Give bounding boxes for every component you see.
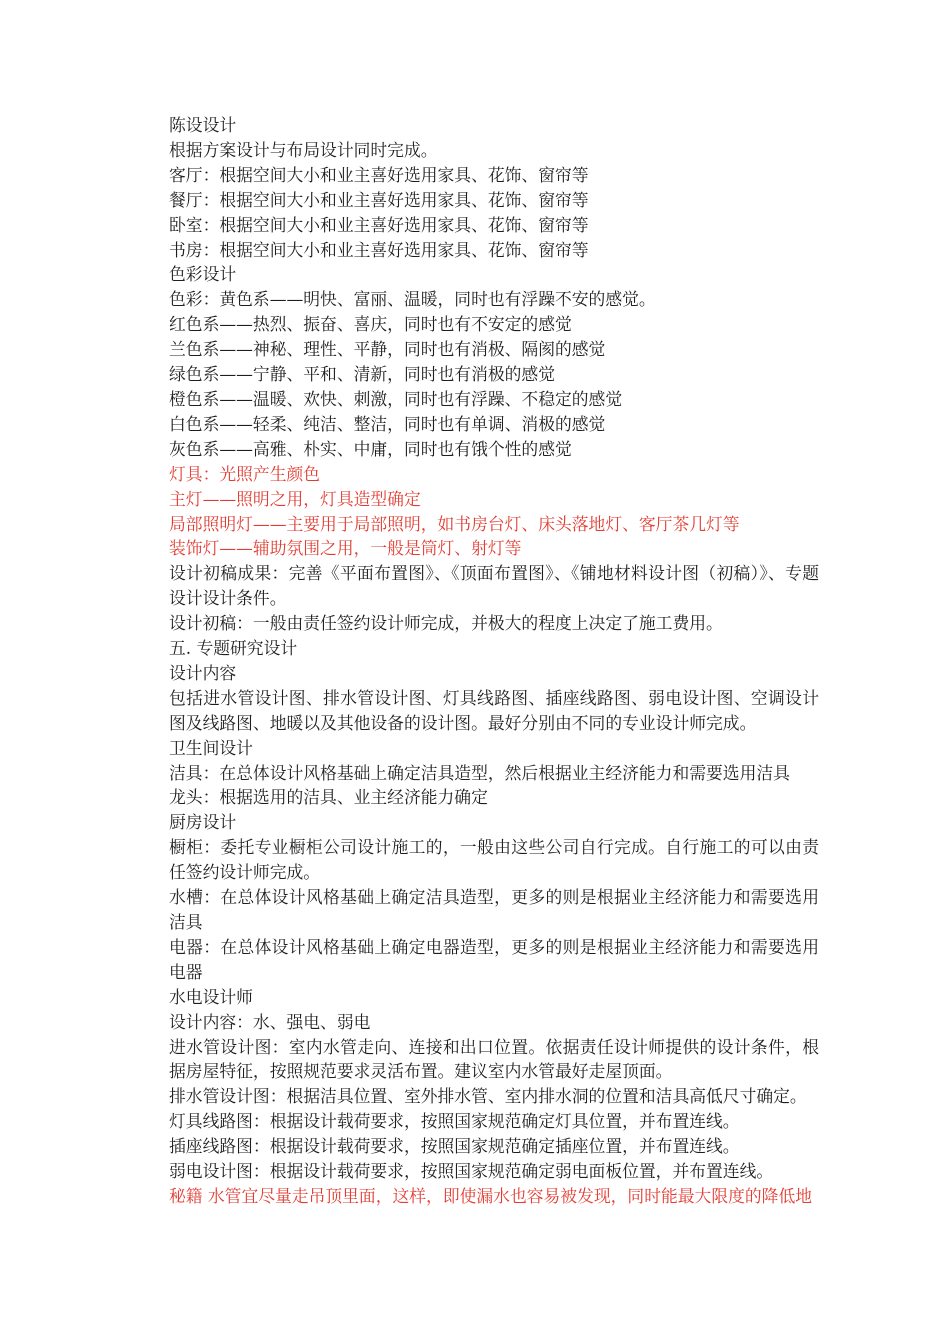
paragraph: 卫生间设计 (169, 737, 253, 758)
paragraph: 水槽：在总体设计风格基础上确定洁具造型，更多的则是根据业主经济能力和需要选用洁具 (169, 887, 819, 932)
paragraph: 设计内容 (169, 662, 237, 683)
paragraph: 设计内容：水、强电、弱电 (169, 1011, 371, 1032)
document-body (169, 113, 819, 1209)
paragraph: 绿色系——宁静、平和、清新，同时也有消极的感觉 (169, 364, 555, 385)
paragraph: 设计初稿：一般由责任签约设计师完成，并极大的程度上决定了施工费用。 (169, 613, 723, 634)
paragraph: 电器：在总体设计风格基础上确定电器造型，更多的则是根据业主经济能力和需要选用电器 (169, 936, 819, 982)
paragraph: 餐厅：根据空间大小和业主喜好选用家具、花饰、窗帘等 (169, 189, 589, 210)
paragraph: 包括进水管设计图、排水管设计图、灯具线路图、插座线路图、弱电设计图、空调设计图及线路图、地暖以及其他设备的设计图。最好分别由不同的专业设计师完成。 (169, 687, 819, 733)
paragraph: 局部照明灯——主要用于局部照明，如书房台灯、床头落地灯、客厅茶几灯等 (169, 513, 740, 534)
paragraph: 灰色系——高雅、朴实、中庸，同时也有饿个性的感觉 (169, 438, 572, 459)
paragraph: 橱柜：委托专业橱柜公司设计施工的，一般由这些公司自行完成。自行施工的可以由责任签约设计师完成。 (169, 837, 819, 883)
paragraph: 排水管设计图：根据洁具位置、室外排水管、室内排水洞的位置和洁具高低尺寸确定。 (169, 1086, 807, 1107)
paragraph: 灯具线路图：根据设计载荷要求，按照国家规范确定灯具位置，并布置连线。 (169, 1111, 740, 1132)
paragraph: 色彩：黄色系——明快、富丽、温暖，同时也有浮躁不安的感觉。 (169, 289, 656, 310)
paragraph: 卧室：根据空间大小和业主喜好选用家具、花饰、窗帘等 (169, 214, 589, 235)
paragraph: 装饰灯——辅助氛围之用，一般是筒灯、射灯等 (169, 538, 522, 559)
paragraph: 龙头：根据选用的洁具、业主经济能力确定 (169, 787, 488, 808)
paragraph: 橙色系——温暖、欢快、刺激，同时也有浮躁、不稳定的感觉 (169, 388, 623, 409)
paragraph: 红色系——热烈、振奋、喜庆，同时也有不安定的感觉 (169, 314, 572, 335)
paragraph: 根据方案设计与布局设计同时完成。 (169, 139, 438, 160)
paragraph: 弱电设计图：根据设计载荷要求，按照国家规范确定弱电面板位置，并布置连线。 (169, 1161, 774, 1182)
paragraph: 厨房设计 (169, 812, 237, 833)
paragraph: 秘籍 水管宜尽量走吊顶里面，这样，即使漏水也容易被发现，同时能最大限度的降低地 (169, 1185, 813, 1206)
paragraph: 主灯——照明之用，灯具造型确定 (169, 488, 421, 509)
paragraph: 白色系——轻柔、纯洁、整洁，同时也有单调、消极的感觉 (169, 413, 606, 434)
paragraph: 陈设设计 (169, 115, 237, 135)
paragraph: 灯具：光照产生颜色 (169, 463, 321, 484)
paragraph: 客厅：根据空间大小和业主喜好选用家具、花饰、窗帘等 (169, 164, 589, 185)
paragraph: 书房：根据空间大小和业主喜好选用家具、花饰、窗帘等 (169, 239, 589, 260)
paragraph: 插座线路图：根据设计载荷要求，按照国家规范确定插座位置，并布置连线。 (169, 1136, 740, 1157)
paragraph: 五. 专题研究设计 (169, 638, 298, 659)
paragraph: 兰色系——神秘、理性、平静，同时也有消极、隔阂的感觉 (169, 339, 606, 360)
paragraph: 色彩设计 (169, 264, 237, 285)
paragraph: 洁具：在总体设计风格基础上确定洁具造型，然后根据业主经济能力和需要选用洁具 (169, 762, 790, 783)
paragraph: 水电设计师 (169, 986, 253, 1007)
paragraph: 进水管设计图：室内水管走向、连接和出口位置。依据责任设计师提供的设计条件，根据房屋特征，按照规范要求灵活布置。建议室内水管最好走屋顶面。 (169, 1036, 819, 1082)
paragraph: 设计初稿成果：完善《平面布置图》、《顶面布置图》、《铺地材料设计图（初稿）》、专题设计设计条件。 (169, 563, 819, 609)
